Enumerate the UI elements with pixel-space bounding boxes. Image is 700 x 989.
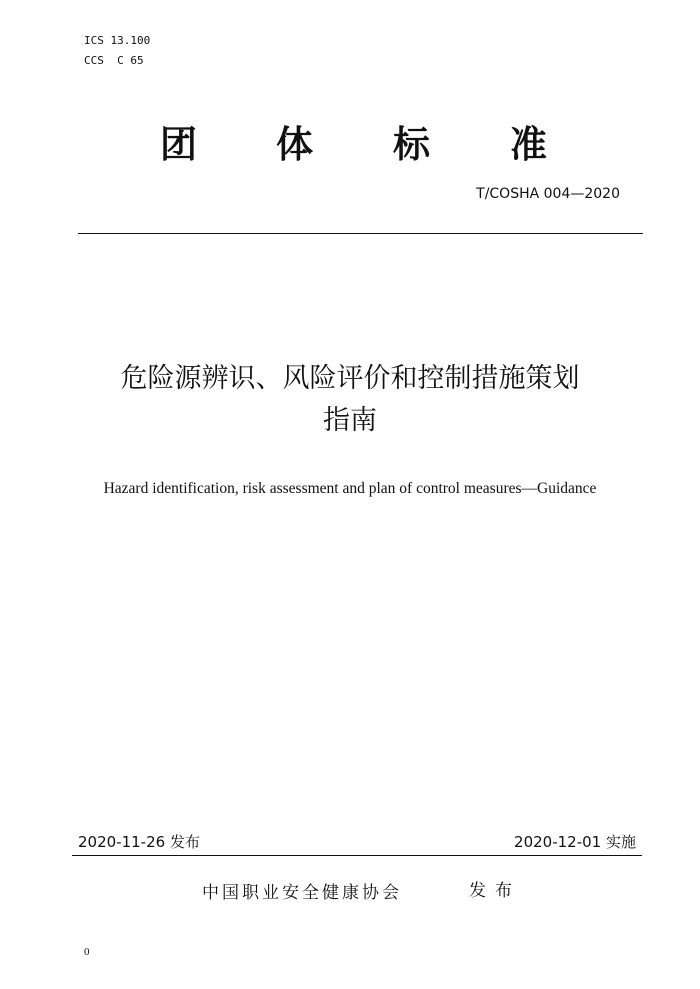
- page-number: 0: [84, 946, 90, 958]
- publish-label: 发布: [469, 881, 521, 901]
- issue-date: 2020-11-26 发布: [78, 833, 200, 851]
- chinese-title-line-2: 指南: [323, 405, 377, 436]
- chinese-title: [0, 358, 700, 442]
- publisher-name: 中国职业安全健康协会: [202, 883, 402, 903]
- ccs-code: CCS C 65: [84, 54, 144, 67]
- standard-type-char: 体: [276, 123, 313, 166]
- standard-type-char: 准: [510, 123, 547, 166]
- top-divider: [78, 233, 643, 234]
- chinese-title-line-1: 危险源辨识、风险评价和控制措施策划: [120, 363, 580, 394]
- implementation-date: 2020-12-01 实施: [514, 833, 636, 851]
- bottom-divider: [72, 855, 642, 856]
- english-title: Hazard identification, risk assessment and plan of control measures—Guidance: [103, 480, 597, 497]
- standard-number: T/COSHA 004—2020: [476, 186, 620, 202]
- standard-type-char: 标: [393, 123, 430, 166]
- standard-type-heading: [0, 120, 700, 180]
- ics-code: ICS 13.100: [84, 34, 151, 47]
- standard-type-char: 团: [160, 123, 197, 166]
